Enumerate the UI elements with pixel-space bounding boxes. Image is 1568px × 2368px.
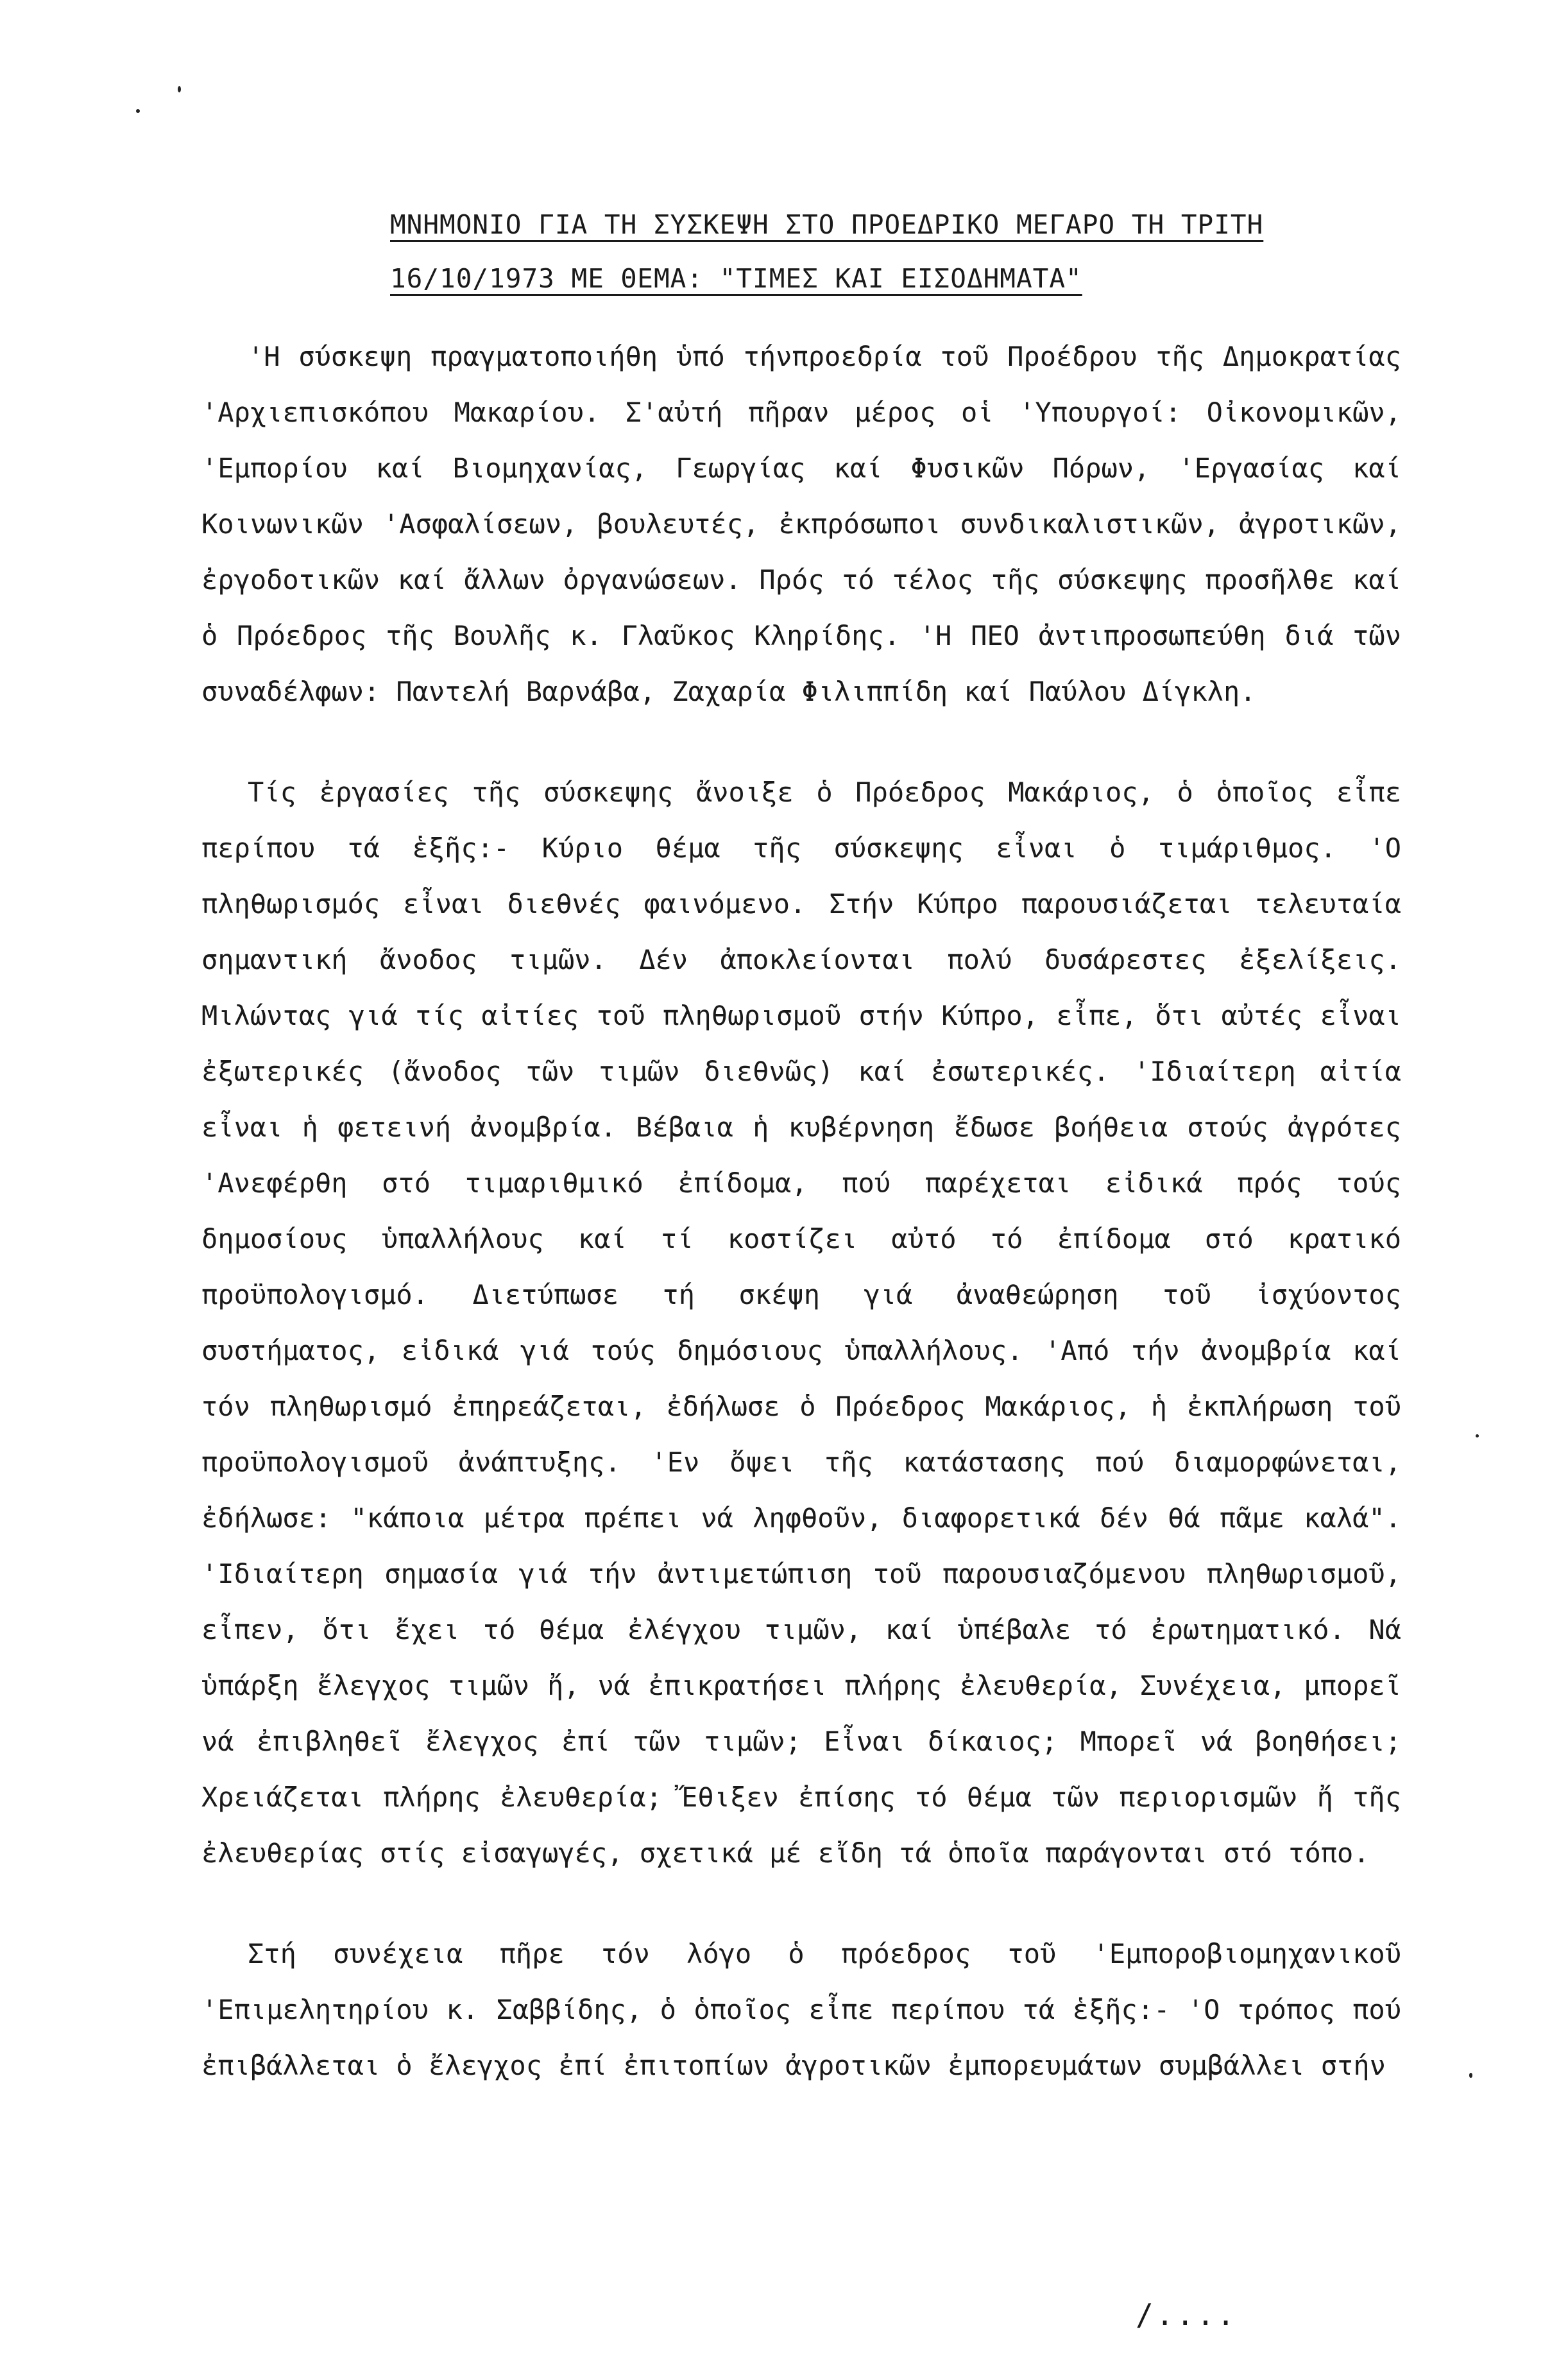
paragraph-1: 'Η σύσκεψη πραγματοποιήθη ὑπό τήνπροεδρία τοῦ Προέδρου τῆς Δημοκρατίας 'Αρχιεπισκόπου Μακαρίου. Σ'αὐτή πῆραν μέρος οἱ 'Υπουργοί: Οἰκονομικῶν, 'Εμπορίου καί Βιομηχανίας, Γεωργίας καί Φυσικῶν Πόρων, 'Εργασίας καί Κοινωνικῶν 'Ασφαλίσεων, βουλευτές, ἐκπρόσωποι συνδικαλιστικῶν, ἀγροτικῶν, ἐργοδοτικῶν καί ἄλλων ὀργανώσεων. Πρός τό τέλος τῆς σύσκεψης προσῆλθε καί ὁ Πρόεδρος τῆς Βουλῆς κ. Γλαῦκος Κληρίδης. 'Η ΠΕΟ ἀντιπροσωπεύθη διά τῶν συναδέλφων: Παντελή Βαρνάβα, Ζαχαρία Φιλιππίδη καί Παύλου Δίγκλη. bbox=[201, 341, 1401, 707]
continuation-mark: /.... bbox=[1136, 2297, 1238, 2332]
scan-speck bbox=[1469, 2073, 1472, 2078]
document-title-line-2: 16/10/1973 ΜΕ ΘΕΜΑ: "ΤΙΜΕΣ ΚΑΙ ΕΙΣΟΔΗΜΑΤΑ" bbox=[390, 263, 1082, 294]
scan-speck bbox=[1476, 1434, 1479, 1437]
paragraph-2: Τίς ἐργασίες τῆς σύσκεψης ἄνοιξε ὁ Πρόεδρος Μακάριος, ὁ ὁποῖος εἶπε περίπου τά ἑξῆς:- Κύριο θέμα τῆς σύσκεψης εἶναι ὁ τιμάριθμος. 'Ο πληθωρισμός εἶναι διεθνές φαινόμενο. Στήν Κύπρο παρουσιάζεται τελευταία σημαντική ἄνοδος τιμῶν. Δέν ἀποκλείονται πολύ δυσάρεστες ἐξελίξεις. Μιλώντας γιά τίς αἰτίες τοῦ πληθωρισμοῦ στήν Κύπρο, εἶπε, ὅτι αὐτές εἶναι ἐξωτερικές (ἄνοδος τῶν τιμῶν διεθνῶς) καί ἐσωτερικές. 'Ιδιαίτερη αἰτία εἶναι ἡ φετεινή ἀνομβρία. Βέβαια ἡ κυβέρνηση ἔδωσε βοήθεια στούς ἀγρότες 'Ανεφέρθη στό τιμαριθμικό ἐπίδομα, πού παρέχεται εἰδικά πρός τούς δημοσίους ὑπαλλήλους καί τί κοστίζει αὐτό τό ἐπίδομα στό κρατικό προϋπολογισμό. Διετύπωσε τή σκέψη γιά ἀναθεώρηση τοῦ ἰσχύοντος συστήματος, εἰδικά γιά τούς δημόσιους ὑπαλλήλους. 'Από τήν ἀνομβρία καί τόν πληθωρισμό ἐπηρεάζεται, ἐδήλωσε ὁ Πρόεδρος Μακάριος, ἡ ἐκπλήρωση τοῦ προϋπολογισμοῦ ἀνάπτυξης. 'Εν ὄψει τῆς κατάστασης πού διαμορφώνεται, ἐδήλωσε: "κάποια μέτρα πρέπει νά ληφθοῦν, διαφορετικά δέν θά πᾶμε καλά". 'Ιδιαίτερη σημασία γιά τήν ἀντιμετώπιση τοῦ παρουσιαζόμενου πληθωρισμοῦ, εἶπεν, ὅτι ἔχει τό θέμα ἐλέγχου τιμῶν, καί ὑπέβαλε τό ἐρωτηματικό. Νά ὑπάρξη ἔλεγχος τιμῶν ἤ, νά ἐπικρατήσει πλήρης ἐλευθερία, Συνέχεια, μπορεῖ νά ἐπιβληθεῖ ἔλεγχος ἐπί τῶν τιμῶν; Εἶναι δίκαιος; Μπορεῖ νά βοηθήσει; Χρειάζεται πλήρης ἐλευθερία; Ἔθιξεν ἐπίσης τό θέμα τῶν περιορισμῶν ἤ τῆς ἐλευθερίας στίς εἰσαγωγές, σχετικά μέ εἴδη τά ὁποῖα παράγονται στό τόπο. bbox=[201, 776, 1401, 1869]
scan-speck bbox=[178, 86, 181, 92]
paragraph-spacer bbox=[201, 719, 1401, 764]
document-title-line-1: ΜΝΗΜΟΝΙΟ ΓΙΑ ΤΗ ΣΥΣΚΕΨΗ ΣΤΟ ΠΡΟΕΔΡΙΚΟ ΜΕΓΑΡΟ ΤΗ ΤΡΙΤΗ bbox=[390, 209, 1264, 240]
scan-speck bbox=[136, 109, 140, 113]
paragraph-spacer bbox=[201, 1881, 1401, 1926]
document-body bbox=[201, 329, 1401, 2093]
paragraph-3: Στή συνέχεια πῆρε τόν λόγο ὁ πρόεδρος τοῦ 'Εμποροβιομηχανικοῦ 'Επιμελητηρίου κ. Σαββίδης, ὁ ὁποῖος εἶπε περίπου τά ἑξῆς:- 'Ο τρόπος πού ἐπιβάλλεται ὁ ἔλεγχος ἐπί ἐπιτοπίων ἀγροτικῶν ἐμπορευμάτων συμβάλλει στήν bbox=[201, 1938, 1401, 2081]
